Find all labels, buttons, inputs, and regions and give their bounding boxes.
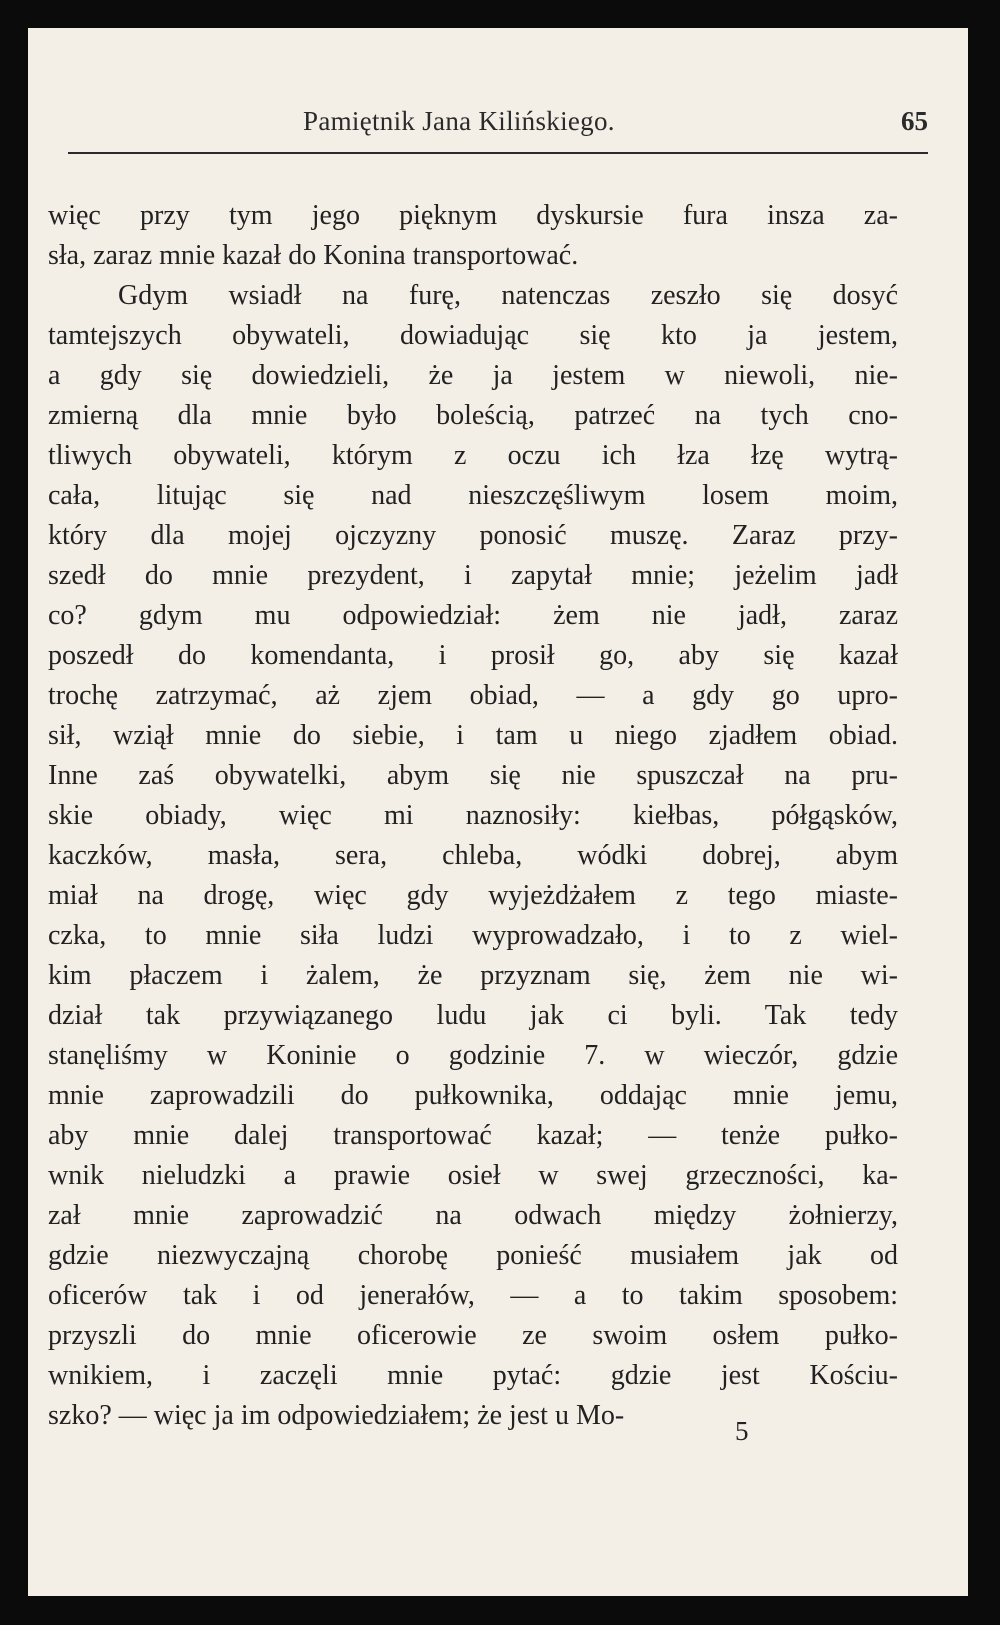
- text-line: szedł do mnie prezydent, i zapytał mnie; jeżelim jadł: [48, 560, 898, 591]
- text-line: poszedł do komendanta, i prosił go, aby się kazał: [48, 640, 898, 671]
- text-line: Inne zaś obywatelki, abym się nie spuszczał na pru-: [48, 760, 898, 791]
- text-line: skie obiady, więc mi naznosiły: kiełbas, półgąsków,: [48, 800, 898, 831]
- text-line: tliwych obywateli, którym z oczu ich łza łzę wytrą-: [48, 440, 898, 471]
- text-line: więc przy tym jego pięknym dyskursie fura insza za-: [48, 200, 898, 231]
- text-line: trochę zatrzymać, aż zjem obiad, — a gdy go upro-: [48, 680, 898, 711]
- text-line: zmierną dla mnie było boleścią, patrzeć na tych cno-: [48, 400, 898, 431]
- text-line: mnie zaprowadzili do pułkownika, oddając mnie jemu,: [48, 1080, 898, 1111]
- text-line: gdzie niezwyczajną chorobę ponieść musiałem jak od: [48, 1240, 898, 1271]
- text-line: aby mnie dalej transportować kazał; — tenże pułko-: [48, 1120, 898, 1151]
- text-line: przyszli do mnie oficerowie ze swoim osłem pułko-: [48, 1320, 898, 1351]
- text-line: dział tak przywiązanego ludu jak ci byli. Tak tedy: [48, 1000, 898, 1031]
- text-line: tamtejszych obywateli, dowiadując się kto ja jestem,: [48, 320, 898, 351]
- text-line: wnik nieludzki a prawie osieł w swej grzeczności, ka-: [48, 1160, 898, 1191]
- text-line: sił, wziął mnie do siebie, i tam u niego zjadłem obiad.: [48, 720, 898, 751]
- text-line: wnikiem, i zaczęli mnie pytać: gdzie jest Kościu-: [48, 1360, 898, 1391]
- text-line: miał na drogę, więc gdy wyjeżdżałem z tego miaste-: [48, 880, 898, 911]
- text-line: zał mnie zaprowadzić na odwach między żołnierzy,: [48, 1200, 898, 1231]
- running-title: Pamiętnik Jana Kilińskiego.: [303, 106, 615, 136]
- text-line: stanęliśmy w Koninie o godzinie 7. w wieczór, gdzie: [48, 1040, 898, 1071]
- text-line: kim płaczem i żalem, że przyznam się, żem nie wi-: [48, 960, 898, 991]
- text-line: Gdym wsiadł na furę, natenczas zeszło się dosyć: [118, 280, 898, 311]
- page-number: 65: [901, 106, 928, 136]
- running-head: [68, 106, 928, 146]
- text-line: a gdy się dowiedzieli, że ja jestem w niewoli, nie-: [48, 360, 898, 391]
- text-line: co? gdym mu odpowiedział: żem nie jadł, zaraz: [48, 600, 898, 631]
- text-line: czka, to mnie siła ludzi wyprowadzało, i to z wiel-: [48, 920, 898, 951]
- book-page: [28, 28, 968, 1596]
- header-rule: [68, 152, 928, 154]
- text-line: który dla mojej ojczyzny ponosić muszę. Zaraz przy-: [48, 520, 898, 551]
- printer-signature-mark: 5: [735, 1416, 749, 1446]
- text-line: sła, zaraz mnie kazał do Konina transportować.: [48, 240, 579, 271]
- body-text: [48, 196, 898, 1436]
- text-line: cała, litując się nad nieszczęśliwym losem moim,: [48, 480, 898, 511]
- text-line: oficerów tak i od jenerałów, — a to takim sposobem:: [48, 1280, 898, 1311]
- text-line: kaczków, masła, sera, chleba, wódki dobrej, abym: [48, 840, 898, 871]
- text-line: szko? — więc ja im odpowiedziałem; że jest u Mo-: [48, 1400, 625, 1431]
